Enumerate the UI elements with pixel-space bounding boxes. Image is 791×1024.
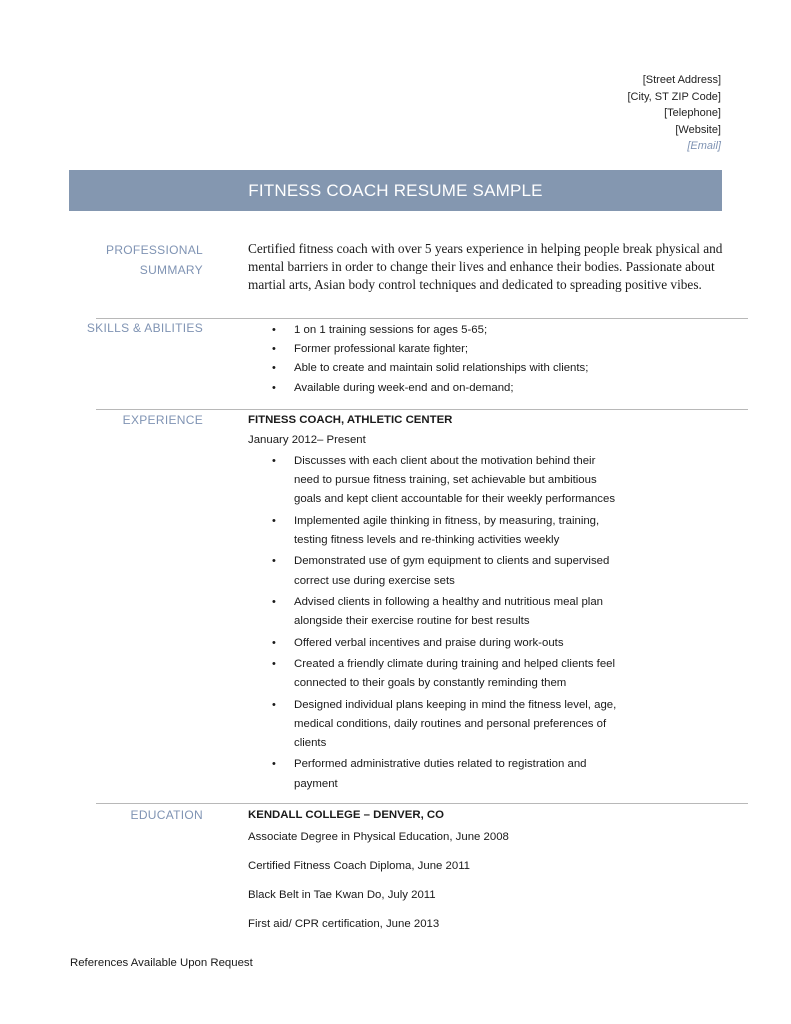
list-item: • Performed administrative duties related to registration and payment [248,755,618,793]
bullet-icon: • [272,657,276,670]
summary-label-line1: PROFESSIONAL [106,243,203,257]
list-item: • Available during week-end and on-demand; [248,379,728,398]
education-label: EDUCATION [130,808,203,822]
references-note: References Available Upon Request [70,957,253,969]
education-entry: First aid/ CPR certification, June 2013 [248,918,440,930]
job-dates: January 2012– Present [248,434,366,446]
bullet-icon: • [272,698,276,711]
bullet-icon: • [272,514,276,527]
bullet-icon: • [272,343,276,356]
bullet-icon: • [272,362,276,375]
email: [Email] [687,140,721,153]
street-address: [Street Address] [642,74,721,86]
resume-title-banner: FITNESS COACH RESUME SAMPLE [69,170,722,211]
list-item: • Demonstrated use of gym equipment to clients and supervised correct use during exercise sets [248,552,618,590]
list-item: • Implemented agile thinking in fitness, by measuring, training, testing fitness levels and re-thinking activities weekly [248,512,618,550]
bullet-icon: • [272,324,276,336]
website: [Website] [675,123,721,136]
bullet-icon: • [272,636,276,649]
divider-education [96,803,748,804]
education-entry: Certified Fitness Coach Diploma, June 2011 [248,860,471,872]
summary-label [106,240,203,280]
list-item: • Able to create and maintain solid relationships with clients; [248,359,728,378]
job-title: FITNESS COACH, ATHLETIC CENTER [248,414,453,426]
city-state-zip: [City, ST ZIP Code] [627,90,721,103]
bullet-icon: • [272,595,276,608]
experience-label: EXPERIENCE [122,413,203,427]
summary-label-line2: SUMMARY [139,263,203,277]
skills-label: SKILLS & ABILITIES [86,321,203,335]
summary-text: Certified fitness coach with over 5 years experience in helping people break physical and mental barriers in order to change their lives and enhance their bodies. Passionate about martial arts, Asian body control techniques and dedicated to spreading positive vibes. [248,241,723,293]
bullet-icon: • [272,758,276,771]
list-item: • Advised clients in following a healthy and nutritious meal plan alongside their exercise routine for best results [248,593,618,631]
list-item: • 1 on 1 training sessions for ages 5-65; [248,321,728,340]
telephone: [Telephone] [664,107,721,120]
education-entry: Black Belt in Tae Kwan Do, July 2011 [248,889,436,901]
bullet-icon: • [272,555,276,568]
education-entry: Associate Degree in Physical Education, June 2008 [248,831,509,843]
school-name: KENDALL COLLEGE – DENVER, CO [248,809,444,821]
list-item: • Former professional karate fighter; [248,340,728,359]
list-item: • Discusses with each client about the motivation behind their need to pursue fitness training, set achievable but ambitious goals and kept client accountable for their weekly performances [248,452,618,510]
skills-list [248,321,728,398]
bullet-icon: • [272,455,276,467]
list-item: • Offered verbal incentives and praise during work-outs [248,634,618,653]
contact-block [627,72,721,155]
list-item: • Created a friendly climate during training and helped clients feel connected to their goals by constantly reminding them [248,655,618,693]
bullet-icon: • [272,381,276,394]
experience-list [248,452,618,794]
list-item: • Designed individual plans keeping in mind the fitness level, age, medical conditions, daily routines and personal preferences of clients [248,696,618,754]
